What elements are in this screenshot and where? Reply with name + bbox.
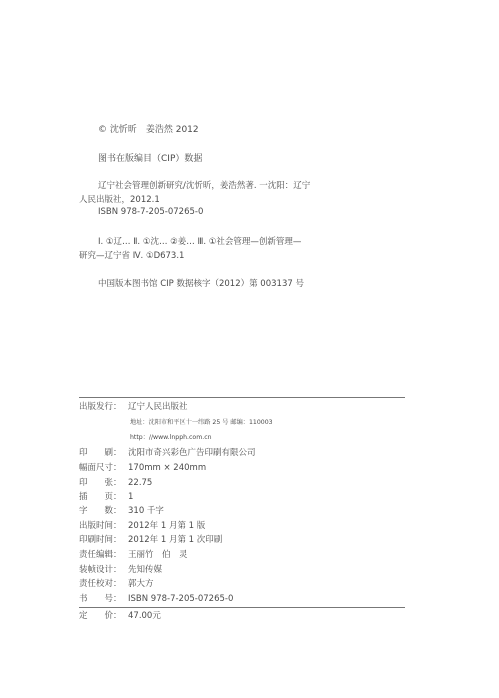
row-label: 印刷时间： [79,535,122,545]
bottom-rule [79,607,405,608]
cip-number-line: 中国版本图书馆 CIP 数据核字（2012）第 003137 号 [98,279,304,289]
publisher-website: http：//www.lnpph.com.cn [130,434,212,441]
row-value: 22.75 [128,478,153,488]
row-value: 2012年 1 月第 1 次印刷 [128,535,223,545]
row-label: 出版时间： [79,521,122,531]
row-value: 310 千字 [128,506,164,516]
publisher-value: 辽宁人民出版社 [128,402,188,412]
row-label: 印 刷： [79,448,122,458]
row-value: 王丽竹 伯 灵 [128,550,188,560]
colophon-row [79,578,154,590]
price-value: 47.00元 [128,611,161,621]
row-value: 2012年 1 月第 1 版 [128,521,206,531]
cip-entry-line-1: 辽宁社会管理创新研究/沈忻昕，姜浩然著. 一沈阳：辽宁 [98,181,311,191]
copyright-line: © 沈忻昕 姜浩然 2012 [98,125,199,135]
cip-subject-line-1: Ⅰ. ①辽… Ⅱ. ①沈… ②姜… Ⅲ. ①社会管理—创新管理— [98,237,302,247]
row-value: 170mm × 240mm [128,463,207,473]
cip-entry-line-2: 人民出版社，2012.1 [79,195,160,205]
colophon-row [79,593,233,605]
row-label: 责任校对： [79,579,122,589]
top-rule [79,397,405,398]
price-row [79,610,161,622]
row-value: 沈阳市奇兴彩色广告印刷有限公司 [128,448,256,458]
colophon-row [79,564,162,576]
row-value: 先知传媒 [128,565,163,575]
cip-isbn-line: ISBN 978-7-205-07265-0 [98,207,204,217]
colophon-row [79,534,222,546]
publisher-address: 地址：沈阳市和平区十一纬路 25 号 邮编：110003 [130,419,273,426]
row-value: 1 [128,492,134,502]
cip-heading: 图书在版编目（CIP）数据 [98,154,203,164]
price-label: 定 价： [79,611,122,621]
colophon-row [79,491,133,503]
colophon-row [79,505,164,517]
publisher-label: 出版发行： [79,402,122,412]
cip-subject-line-2: 研究—辽宁省 Ⅳ. ①D673.1 [79,251,185,261]
row-label: 装帧设计： [79,565,122,575]
colophon-row [79,462,206,474]
row-value: 郭大方 [128,579,154,589]
colophon-row [79,549,188,561]
row-value: ISBN 978-7-205-07265-0 [128,594,234,604]
row-label: 责任编辑： [79,550,122,560]
colophon-row [79,520,205,532]
row-label: 书 号： [79,594,122,604]
row-label: 幅面尺寸： [79,463,122,473]
colophon-row [79,447,256,459]
colophon-row [79,477,152,489]
row-label: 印 张： [79,478,122,488]
publisher-row [79,401,188,413]
row-label: 插 页： [79,492,122,502]
row-label: 字 数： [79,506,122,516]
